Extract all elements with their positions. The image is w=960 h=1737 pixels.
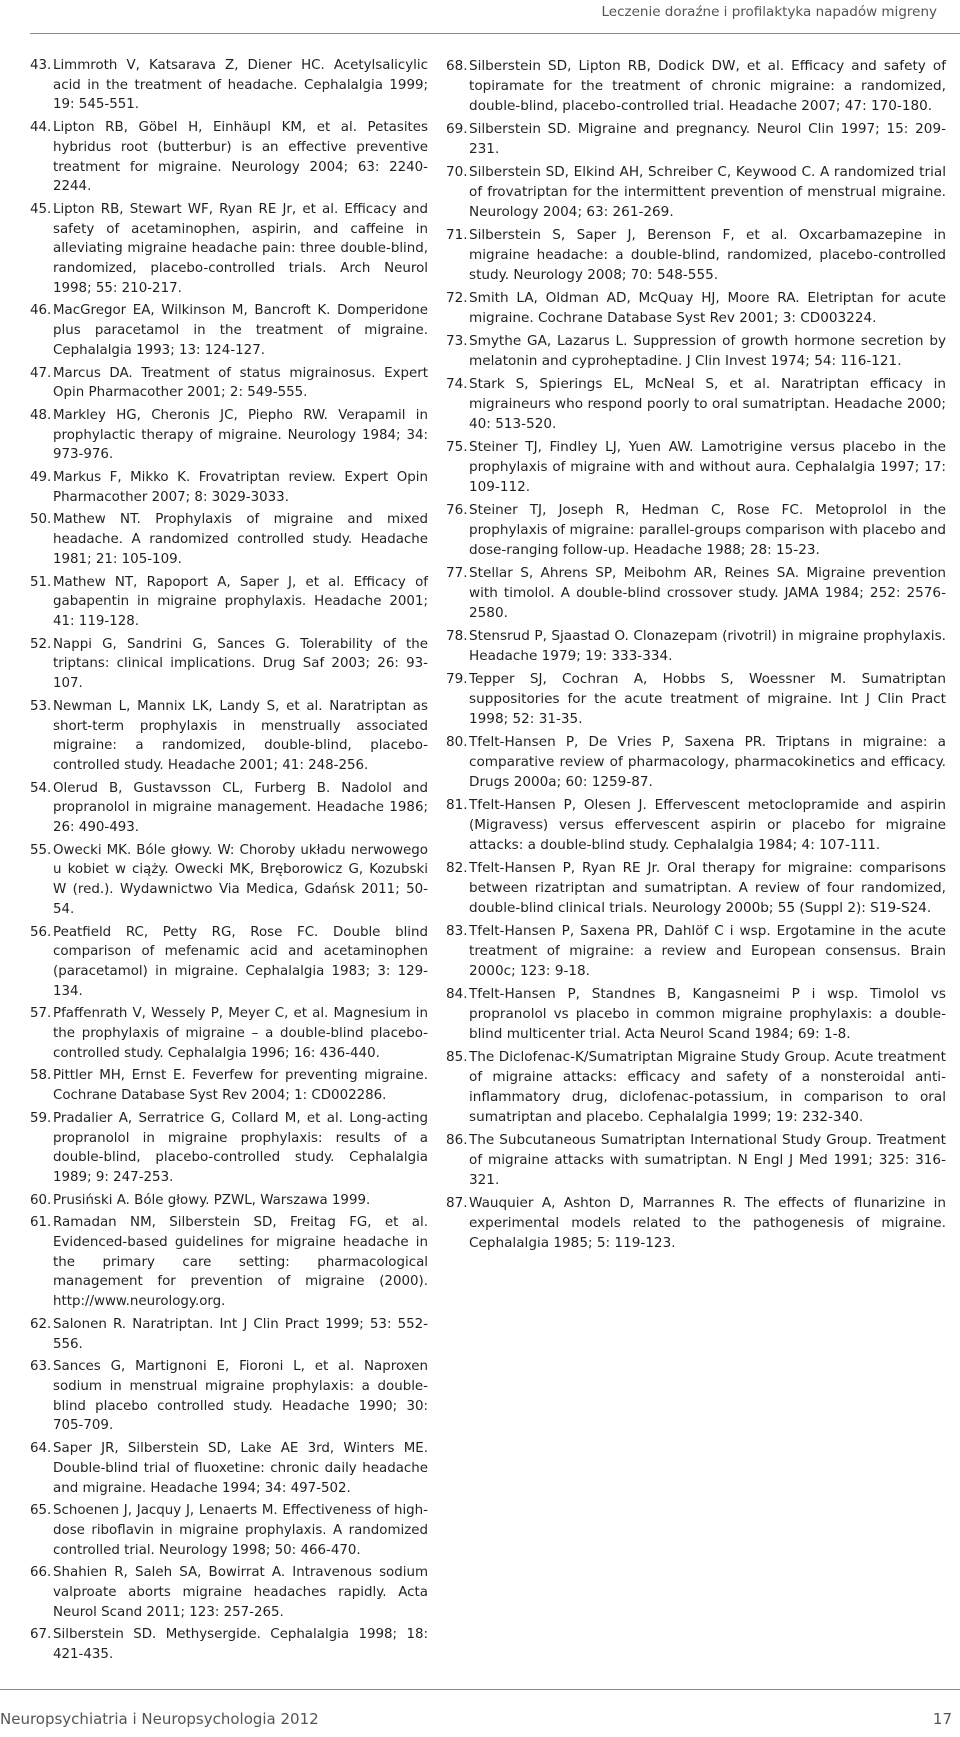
reference-number: 78.: [446, 628, 468, 644]
reference-text: Mathew NT. Prophylaxis of migraine and mixed headache. A randomized controlled study. Headache 1981; 21: 105-109.: [53, 512, 428, 567]
reference-text: Saper JR, Silberstein SD, Lake AE 3rd, Winters ME. Double-blind trial of fluoxetine: chronic daily headache and migraine. Headache 1994; 34: 497-502.: [53, 1441, 428, 1496]
reference-number: 62.: [30, 1316, 52, 1332]
reference-text: Stark S, Spierings EL, McNeal S, et al. Naratriptan efficacy in migraineurs who respond poorly to oral sumatriptan. Headache 2000; 40: 513-520.: [469, 376, 946, 432]
reference-number: 58.: [30, 1068, 52, 1084]
reference-number: 64.: [30, 1441, 52, 1457]
reference-number: 71.: [446, 227, 468, 243]
reference-number: 59.: [30, 1110, 52, 1126]
reference-item: [446, 1047, 946, 1127]
reference-item: [446, 374, 946, 434]
reference-item: [30, 1439, 428, 1498]
running-head: Leczenie doraźne i profilaktyka napadów migreny: [601, 4, 937, 20]
reference-number: 82.: [446, 860, 468, 876]
reference-text: Smith LA, Oldman AD, McQuay HJ, Moore RA. Eletriptan for acute migraine. Cochrane Database Syst Rev 2001; 3: CD003224.: [469, 290, 946, 326]
reference-number: 76.: [446, 502, 468, 518]
reference-text: Markley HG, Cheronis JC, Piepho RW. Verapamil in prophylactic therapy of migraine. Neurology 1984; 34: 973-976.: [53, 407, 428, 463]
reference-text: The Diclofenac-K/Sumatriptan Migraine Study Group. Acute treatment of migraine attacks: efficacy and safety of a nonsteroidal anti-inflammatory drug, diclofenac-potassium, in comparison to oral sumatriptan and placebo. Cephalalgia 1999; 19: 232-340.: [469, 1049, 946, 1125]
reference-item: [30, 779, 428, 838]
references-left-column: [30, 56, 428, 1668]
reference-number: 70.: [446, 164, 468, 180]
reference-item: [30, 364, 428, 403]
reference-number: 73.: [446, 333, 468, 349]
references-right-column: [446, 56, 946, 1256]
reference-item: [30, 301, 428, 360]
reference-item: [30, 510, 428, 569]
reference-number: 77.: [446, 565, 468, 581]
reference-text: Limmroth V, Katsarava Z, Diener HC. Acetylsalicylic acid in the treatment of headache. Cephalalgia 1999; 19: 545-551.: [53, 58, 428, 113]
reference-number: 49.: [30, 470, 52, 486]
reference-item: [446, 56, 946, 116]
reference-item: [30, 841, 428, 920]
reference-text: Steiner TJ, Joseph R, Hedman C, Rose FC. Metoprolol in the prophylaxis of migraine: parallel-groups comparison with placebo and dose-ranging follow-up. Headache 1988; 28: 15-23.: [469, 502, 946, 558]
reference-number: 56.: [30, 924, 52, 940]
reference-number: 60.: [30, 1192, 52, 1208]
reference-item: [446, 858, 946, 918]
reference-item: [446, 732, 946, 792]
reference-number: 55.: [30, 842, 52, 858]
reference-text: Silberstein SD. Migraine and pregnancy. Neurol Clin 1997; 15: 209-231.: [469, 121, 946, 157]
reference-number: 44.: [30, 120, 52, 136]
reference-item: [30, 697, 428, 776]
reference-item: [446, 437, 946, 497]
reference-number: 50.: [30, 512, 52, 528]
reference-text: Tepper SJ, Cochran A, Hobbs S, Woessner M. Sumatriptan suppositories for the acute treatment of migraine. Int J Clin Pract 1998; 52: 31-35.: [469, 671, 946, 727]
reference-text: Salonen R. Naratriptan. Int J Clin Pract 1999; 53: 552-556.: [53, 1316, 428, 1352]
reference-number: 85.: [446, 1049, 468, 1065]
reference-number: 68.: [446, 58, 468, 74]
reference-item: [446, 795, 946, 855]
reference-text: Mathew NT, Rapoport A, Saper J, et al. Efficacy of gabapentin in migraine prophylaxis. Headache 2001; 41: 119-128.: [53, 574, 428, 629]
reference-number: 51.: [30, 574, 52, 590]
reference-item: [30, 1004, 428, 1063]
reference-item: [446, 288, 946, 328]
reference-number: 75.: [446, 439, 468, 455]
reference-item: [446, 626, 946, 666]
reference-item: [446, 921, 946, 981]
reference-number: 80.: [446, 734, 468, 750]
reference-text: Silberstein S, Saper J, Berenson F, et al. Oxcarbamazepine in migraine headache: a double-blind, randomized, placebo-controlled study. Neurology 2008; 70: 548-555.: [469, 227, 946, 283]
reference-text: Newman L, Mannix LK, Landy S, et al. Naratriptan as short-term prophylaxis in menstrually associated migraine: a randomized, double-blind, placebo-controlled study. Headache 2001; 41: 248-256.: [53, 698, 428, 773]
reference-item: [446, 984, 946, 1044]
reference-item: [446, 563, 946, 623]
reference-text: Shahien R, Saleh SA, Bowirrat A. Intravenous sodium valproate aborts migraine headaches rapidly. Acta Neurol Scand 2011; 123: 257-265.: [53, 1565, 428, 1620]
reference-text: Pfaffenrath V, Wessely P, Meyer C, et al. Magnesium in the prophylaxis of migraine – a double-blind placebo-controlled study. Cephalalgia 1996; 16: 436-440.: [53, 1006, 428, 1061]
reference-item: [30, 1315, 428, 1354]
reference-text: Wauquier A, Ashton D, Marrannes R. The effects of flunarizine in experimental models related to the pathogenesis of migraine. Cephalalgia 1985; 5: 119-123.: [469, 1195, 946, 1251]
reference-number: 63.: [30, 1359, 52, 1375]
reference-text: Silberstein SD. Methysergide. Cephalalgia 1998; 18: 421-435.: [53, 1627, 428, 1663]
reference-item: [30, 1109, 428, 1188]
reference-number: 67.: [30, 1627, 52, 1643]
reference-item: [446, 1193, 946, 1253]
reference-item: [446, 331, 946, 371]
reference-number: 61.: [30, 1215, 52, 1231]
reference-text: Lipton RB, Göbel H, Einhäupl KM, et al. Petasites hybridus root (butterbur) is an effective preventive treatment for migraine. Neurology 2004; 63: 2240-2244.: [53, 120, 428, 195]
reference-number: 45.: [30, 201, 52, 217]
reference-text: Marcus DA. Treatment of status migrainosus. Expert Opin Pharmacother 2001; 2: 549-555.: [53, 365, 428, 401]
reference-item: [30, 1213, 428, 1312]
reference-number: 86.: [446, 1132, 468, 1148]
reference-item: [446, 669, 946, 729]
reference-item: [30, 200, 428, 299]
reference-number: 87.: [446, 1195, 468, 1211]
reference-number: 43.: [30, 58, 52, 73]
footer-rule: [0, 1689, 960, 1690]
reference-item: [30, 1501, 428, 1560]
reference-text: Silberstein SD, Elkind AH, Schreiber C, Keywood C. A randomized trial of frovatriptan for the intermittent prevention of menstrual migraine. Neurology 2004; 63: 261-269.: [469, 164, 946, 220]
reference-item: [30, 56, 428, 115]
reference-text: Tfelt-Hansen P, Saxena PR, Dahlöf C i wsp. Ergotamine in the acute treatment of migraine: a review and European consensus. Brain 2000c; 123: 9-18.: [469, 923, 946, 979]
reference-item: [446, 162, 946, 222]
reference-item: [30, 1625, 428, 1664]
reference-number: 52.: [30, 636, 52, 652]
reference-item: [30, 118, 428, 197]
reference-text: Tfelt-Hansen P, Standnes B, Kangasneimi P i wsp. Timolol vs propranolol vs placebo in common migraine prophylaxis: a double-blind multicenter trial. Acta Neurol Scand 1984; 69: 1-8.: [469, 986, 946, 1042]
reference-item: [30, 406, 428, 465]
reference-text: Pittler MH, Ernst E. Feverfew for preventing migraine. Cochrane Database Syst Rev 2004; 1: CD002286.: [53, 1068, 428, 1104]
reference-text: Markus F, Mikko K. Frovatriptan review. Expert Opin Pharmacother 2007; 8: 3029-3033.: [53, 470, 428, 505]
reference-number: 72.: [446, 290, 468, 306]
reference-item: [30, 1066, 428, 1105]
reference-item: [30, 1563, 428, 1622]
reference-item: [446, 225, 946, 285]
reference-number: 83.: [446, 923, 468, 939]
reference-item: [446, 500, 946, 560]
reference-text: Schoenen J, Jacquy J, Lenaerts M. Effectiveness of high-dose riboflavin in migraine prophylaxis. A randomized controlled trial. Neurology 1998; 50: 466-470.: [53, 1503, 428, 1558]
reference-text: Sances G, Martignoni E, Fioroni L, et al. Naproxen sodium in menstrual migraine prophylaxis: a double-blind placebo controlled study. Headache 1990; 30: 705-709.: [53, 1359, 428, 1434]
reference-text: Pradalier A, Serratrice G, Collard M, et al. Long-acting propranolol in migraine prophylaxis: results of a double-blind, placebo-controlled study. Cephalalgia 1989; 9: 247-253.: [53, 1110, 428, 1185]
header-rule: [30, 33, 960, 34]
reference-item: [30, 635, 428, 694]
reference-text: Stellar S, Ahrens SP, Meibohm AR, Reines SA. Migraine prevention with timolol. A double-blind crossover study. JAMA 1984; 252: 2576-2580.: [469, 565, 946, 621]
reference-number: 81.: [446, 797, 468, 813]
reference-text: Peatfield RC, Petty RG, Rose FC. Double blind comparison of mefenamic acid and acetaminophen (paracetamol) in migraine. Cephalalgia 1983; 3: 129-134.: [53, 924, 428, 999]
reference-number: 74.: [446, 376, 468, 392]
reference-number: 48.: [30, 407, 52, 423]
reference-text: Nappi G, Sandrini G, Sances G. Tolerability of the triptans: clinical implications. Drug Saf 2003; 26: 93-107.: [53, 636, 428, 692]
footer-journal-title: Neuropsychiatria i Neuropsychologia 2012: [0, 1710, 319, 1728]
reference-number: 65.: [30, 1503, 52, 1519]
reference-item: [446, 119, 946, 159]
reference-text: Ramadan NM, Silberstein SD, Freitag FG, et al. Evidenced-based guidelines for migraine headache in the primary care setting: pharmacological management for prevention of migraine (2000). http://www.neurology.org.: [53, 1215, 428, 1310]
reference-text: Silberstein SD, Lipton RB, Dodick DW, et al. Efficacy and safety of topiramate for the treatment of chronic migraine: a randomized, double-blind, placebo-controlled trial. Headache 2007; 47: 170-180.: [469, 58, 946, 114]
reference-text: Lipton RB, Stewart WF, Ryan RE Jr, et al. Efficacy and safety of acetaminophen, aspirin, and caffeine in alleviating migraine headache pain: three double-blind, randomized, placebo-controlled trials. Arch Neurol 1998; 55: 210-217.: [53, 201, 428, 296]
reference-text: Prusiński A. Bóle głowy. PZWL, Warszawa 1999.: [53, 1192, 371, 1208]
reference-number: 84.: [446, 986, 468, 1002]
reference-item: [446, 1130, 946, 1190]
reference-text: Tfelt-Hansen P, De Vries P, Saxena PR. Triptans in migraine: a comparative review of pharmacology, pharmacokinetics and efficacy. Drugs 2000a; 60: 1259-87.: [469, 734, 946, 790]
reference-number: 54.: [30, 780, 52, 796]
page-number: 17: [932, 1710, 952, 1728]
reference-number: 79.: [446, 671, 468, 687]
reference-text: Steiner TJ, Findley LJ, Yuen AW. Lamotrigine versus placebo in the prophylaxis of migraine with and without aura. Cephalalgia 1997; 17: 109-112.: [469, 439, 946, 495]
reference-number: 57.: [30, 1006, 52, 1022]
reference-text: MacGregor EA, Wilkinson M, Bancroft K. Domperidone plus paracetamol in the treatment of migraine. Cephalalgia 1993; 13: 124-127.: [53, 303, 428, 358]
reference-text: Tfelt-Hansen P, Ryan RE Jr. Oral therapy for migraine: comparisons between rizatriptan and sumatriptan. A review of four randomized, double-blind clinical trials. Neurology 2000b; 55 (Suppl 2): S19-S24.: [469, 860, 946, 916]
reference-text: Tfelt-Hansen P, Olesen J. Effervescent metoclopramide and aspirin (Migravess) versus effervescent aspirin or placebo for migraine attacks: a double-blind study. Cephalalgia 1984; 4: 107-111.: [469, 797, 946, 853]
reference-item: [30, 468, 428, 507]
reference-text: Stensrud P, Sjaastad O. Clonazepam (rivotril) in migraine prophylaxis. Headache 1979; 19: 333-334.: [469, 628, 946, 664]
reference-text: The Subcutaneous Sumatriptan International Study Group. Treatment of migraine attacks with sumatriptan. N Engl J Med 1991; 325: 316-321.: [469, 1132, 946, 1188]
reference-number: 69.: [446, 121, 468, 137]
reference-number: 47.: [30, 365, 52, 381]
reference-text: Olerud B, Gustavsson CL, Furberg B. Nadolol and propranolol in migraine management. Headache 1986; 26: 490-493.: [53, 780, 428, 836]
reference-item: [30, 1191, 428, 1211]
reference-text: Owecki MK. Bóle głowy. W: Choroby układu nerwowego u kobiet w ciąży. Owecki MK, Bręborowicz G, Kozubski W (red.). Wydawnictwo Via Medica, Gdańsk 2011; 50-54.: [53, 842, 428, 917]
reference-item: [30, 923, 428, 1002]
reference-item: [30, 573, 428, 632]
reference-item: [30, 1357, 428, 1436]
reference-number: 53.: [30, 698, 52, 714]
reference-text: Smythe GA, Lazarus L. Suppression of growth hormone secretion by melatonin and cyproheptadine. J Clin Invest 1974; 54: 116-121.: [469, 333, 946, 369]
reference-number: 46.: [30, 303, 52, 319]
reference-number: 66.: [30, 1565, 52, 1581]
